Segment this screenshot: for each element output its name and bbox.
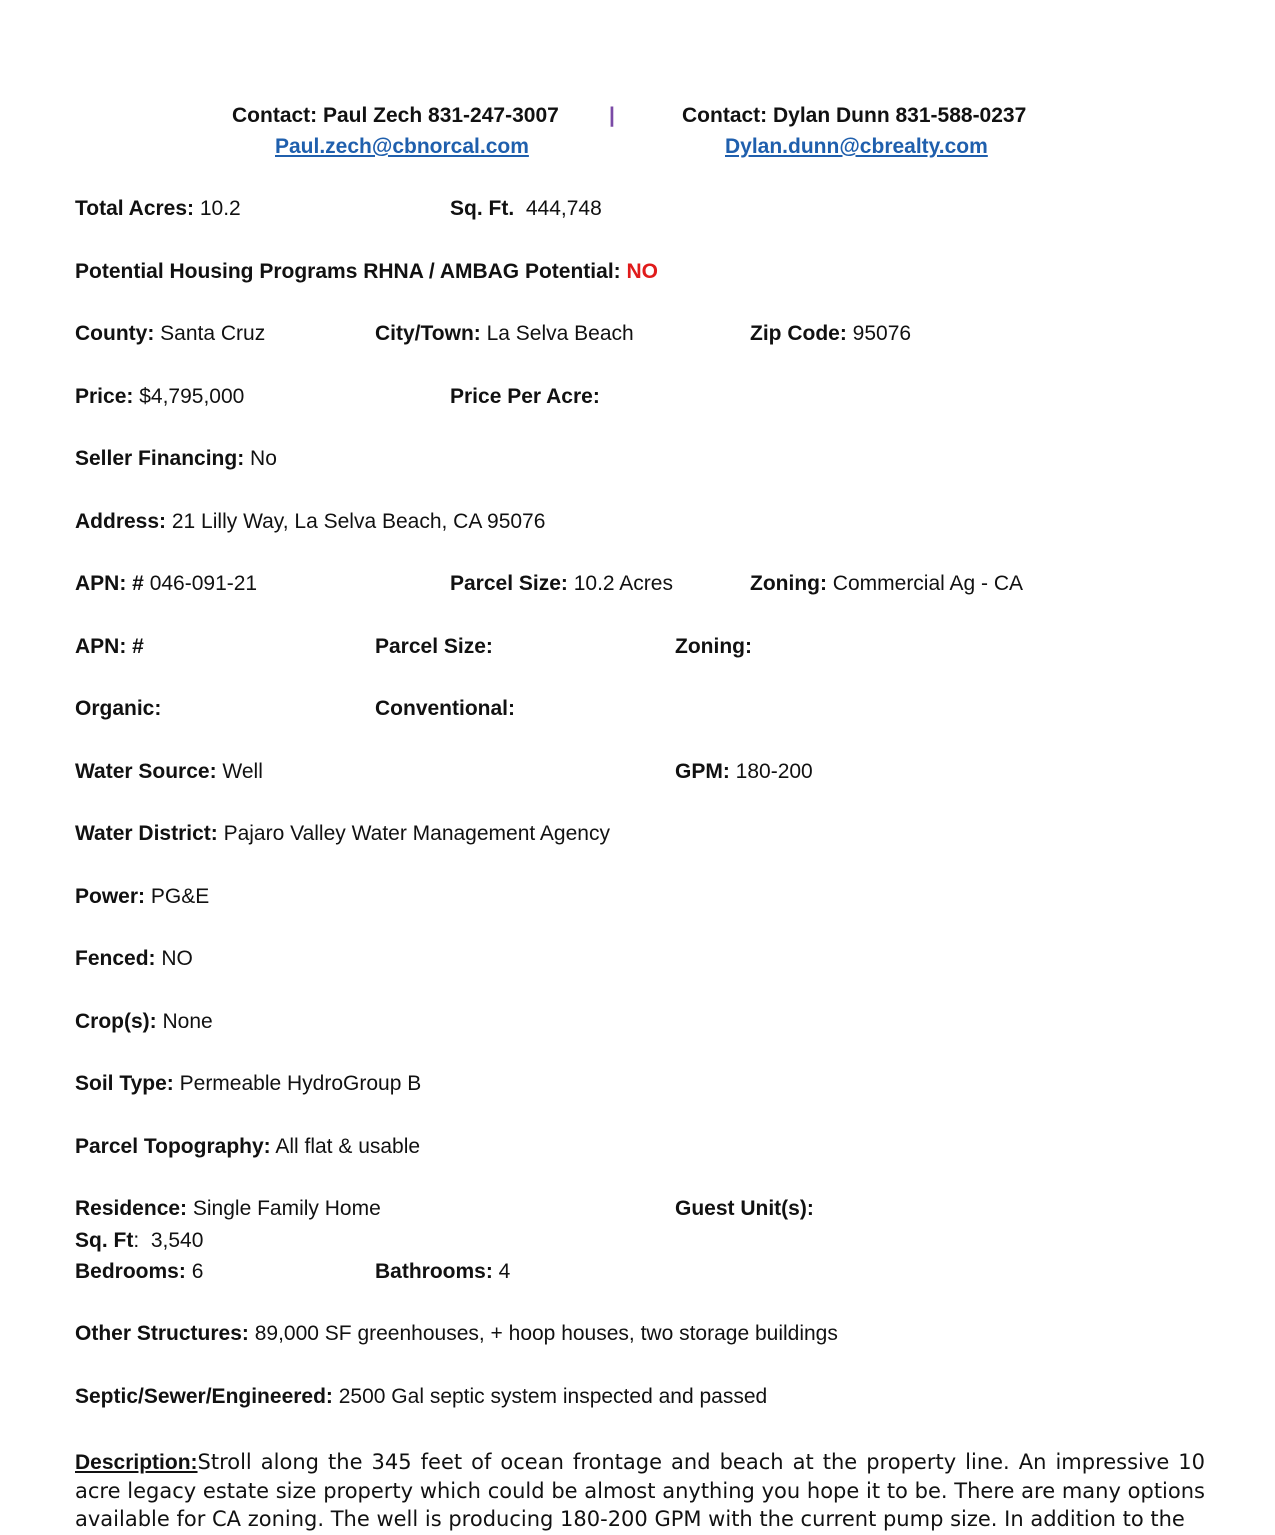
address-field [75, 509, 545, 535]
parcel-size-value-1: 10.2 Acres [567, 572, 673, 595]
gpm-value: 180-200 [729, 760, 813, 783]
zip-label: Zip Code: [750, 322, 847, 345]
apn-label-1: APN: # [75, 572, 144, 595]
residence-label: Residence: [75, 1197, 188, 1220]
price-value: $4,795,000 [133, 385, 245, 408]
county-field [75, 321, 265, 347]
sqft-label: Sq. Ft. [450, 197, 515, 220]
price-per-acre-field [450, 384, 600, 410]
crops-value: None [156, 1010, 213, 1033]
crops-field [75, 1009, 213, 1035]
other-structures-value: 89,000 SF greenhouses, + hoop houses, two storage buildings [248, 1322, 838, 1345]
apn-value-1: 046-091-21 [143, 572, 258, 595]
description-paragraph [75, 1448, 1205, 1533]
seller-financing-value: No [244, 447, 277, 470]
topography-value: All flat & usable [270, 1135, 421, 1158]
water-source-value: Well [216, 760, 263, 783]
septic-field [75, 1384, 767, 1410]
city-label: City/Town: [375, 322, 481, 345]
power-field [75, 884, 209, 910]
residence-sqft-value: : 3,540 [133, 1229, 204, 1252]
zoning-label-2: Zoning: [675, 635, 752, 658]
organic-label: Organic: [75, 697, 162, 720]
contact-right-email-link[interactable]: Dylan.dunn@cbrealty.com [725, 135, 988, 158]
sqft-field [450, 196, 602, 222]
soil-type-field [75, 1071, 421, 1097]
soil-type-value: Permeable HydroGroup B [173, 1072, 422, 1095]
parcel-size-field-1 [450, 571, 673, 597]
residence-sqft-field [75, 1228, 203, 1254]
conventional-label: Conventional: [375, 697, 515, 720]
residence-field [75, 1196, 381, 1222]
county-value: Santa Cruz [154, 322, 266, 345]
apn-label-2: APN: # [75, 635, 144, 658]
housing-field [75, 259, 658, 285]
gpm-label: GPM: [675, 760, 730, 783]
septic-label: Septic/Sewer/Engineered: [75, 1385, 333, 1408]
water-district-field [75, 821, 610, 847]
zoning-value-1: Commercial Ag - CA [826, 572, 1024, 595]
price-per-acre-label: Price Per Acre: [450, 385, 600, 408]
bedrooms-value: 6 [185, 1260, 204, 1283]
contact-left-email-link[interactable]: Paul.zech@cbnorcal.com [275, 135, 529, 158]
topography-label: Parcel Topography: [75, 1135, 271, 1158]
city-value: La Selva Beach [480, 322, 634, 345]
residence-sqft-label: Sq. Ft [75, 1229, 134, 1252]
fenced-field [75, 946, 193, 972]
price-label: Price: [75, 385, 134, 408]
apn-field-1 [75, 571, 257, 597]
contact-left-label: Contact: Paul Zech 831-247-3007 [232, 104, 559, 127]
bathrooms-label: Bathrooms: [375, 1260, 493, 1283]
power-value: PG&E [145, 885, 210, 908]
water-source-field [75, 759, 263, 785]
gpm-field [675, 759, 813, 785]
housing-label: Potential Housing Programs RHNA / AMBAG Potential: [75, 260, 621, 283]
power-label: Power: [75, 885, 146, 908]
zip-value: 95076 [846, 322, 912, 345]
fenced-value: NO [155, 947, 193, 970]
zoning-field-1 [750, 571, 1023, 597]
total-acres-field [75, 196, 241, 222]
city-field [375, 321, 634, 347]
description-text: Stroll along the 345 feet of ocean frontage and beach at the property line. An impressive 10 acre legacy estate size property which could be almost anything you hope it to be. There are many options available for CA zoning. The well is producing 180-200 GPM with the current pump size. In addition to the [75, 1450, 1205, 1531]
other-structures-label: Other Structures: [75, 1322, 249, 1345]
other-structures-field [75, 1321, 838, 1347]
bedrooms-label: Bedrooms: [75, 1260, 186, 1283]
soil-type-label: Soil Type: [75, 1072, 174, 1095]
fenced-label: Fenced: [75, 947, 156, 970]
address-label: Address: [75, 510, 167, 533]
sqft-value: 444,748 [514, 197, 602, 220]
seller-financing-field [75, 446, 277, 472]
bedrooms-field [75, 1259, 203, 1285]
total-acres-value: 10.2 [194, 197, 241, 220]
zip-field [750, 321, 911, 347]
county-label: County: [75, 322, 155, 345]
water-source-label: Water Source: [75, 760, 217, 783]
contact-right-label: Contact: Dylan Dunn 831-588-0237 [682, 104, 1027, 127]
water-district-label: Water District: [75, 822, 218, 845]
housing-value: NO [626, 260, 658, 283]
parcel-size-label-2: Parcel Size: [375, 635, 493, 658]
guest-units-label: Guest Unit(s): [675, 1197, 814, 1220]
zoning-label-1: Zoning: [750, 572, 827, 595]
contact-separator: | [609, 104, 615, 127]
parcel-size-label-1: Parcel Size: [450, 572, 568, 595]
price-field [75, 384, 244, 410]
description-label: Description: [75, 1451, 198, 1474]
crops-label: Crop(s): [75, 1010, 157, 1033]
septic-value: 2500 Gal septic system inspected and passed [332, 1385, 768, 1408]
total-acres-label: Total Acres: [75, 197, 195, 220]
bathrooms-value: 4 [492, 1260, 511, 1283]
residence-value: Single Family Home [187, 1197, 381, 1220]
bathrooms-field [375, 1259, 510, 1285]
address-value: 21 Lilly Way, La Selva Beach, CA 95076 [166, 510, 546, 533]
seller-financing-label: Seller Financing: [75, 447, 245, 470]
water-district-value: Pajaro Valley Water Management Agency [217, 822, 610, 845]
topography-field [75, 1134, 420, 1160]
